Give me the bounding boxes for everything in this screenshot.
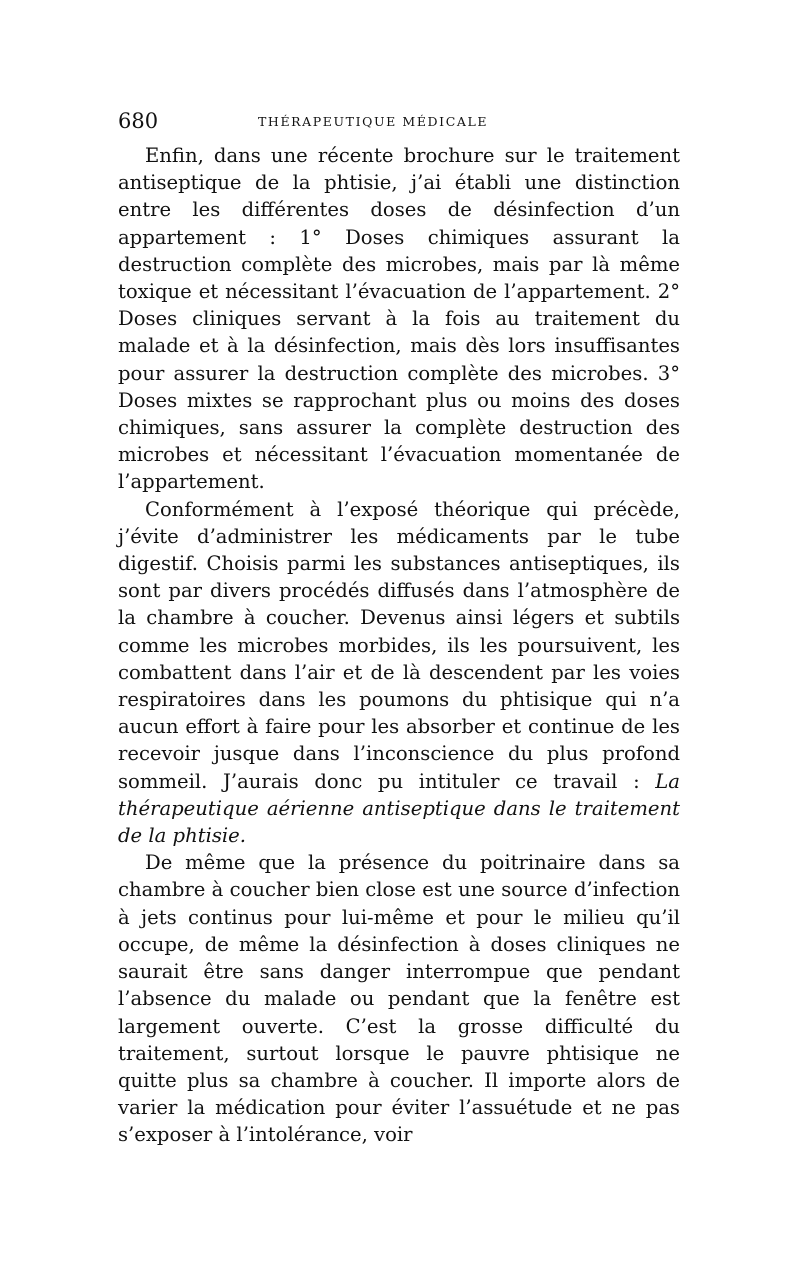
paragraph-2-text: Conformément à l’exposé théorique qui précède, j’évite d’administrer les médicaments par le tube digestif. Choisis parmi les substances antiseptiques, ils sont par divers procédés diffusés dans l’atmosphère de la chambre à coucher. Devenus ainsi légers et subtils comme les microbes morbides, ils les poursuivent, les combattent dans l’air et de là descendent par les voies respiratoires dans les poumons du phtisique qui n’a aucun effort à faire pour les absorber et continue de les recevoir jusque dans l’inconscience du plus profond sommeil. J’aurais donc pu intituler ce travail : [118, 497, 680, 793]
italic-title: La thérapeutique aérienne antiseptique dans le traitement de la phtisie. [118, 769, 680, 848]
page-header [118, 108, 680, 142]
page-number: 680 [118, 109, 159, 133]
paragraph-2 [118, 496, 680, 850]
running-title: THÉRAPEUTIQUE MÉDICALE [258, 114, 489, 129]
body-text [118, 142, 680, 1149]
paragraph-1: Enfin, dans une récente brochure sur le traitement antiseptique de la phtisie, j’ai établi une distinction entre les différentes doses de désinfection d’un appartement : 1° Doses chimiques assurant la destruction complète des microbes, mais par là même toxique et nécessitant l’évacuation de l’appartement. 2° Doses cliniques servant à la fois au traitement du malade et à la désinfection, mais dès lors insuffisantes pour assurer la destruction complète des microbes. 3° Doses mixtes se rapprochant plus ou moins des doses chimiques, sans assurer la complète destruction des microbes et nécessitant l’évacuation momentanée de l’appartement. [118, 144, 680, 494]
book-page [118, 108, 680, 1149]
paragraph-3: De même que la présence du poitrinaire dans sa chambre à coucher bien close est une source d’infection à jets continus pour lui-même et pour le milieu qu’il occupe, de même la désinfection à doses cliniques ne saurait être sans danger interrompue que pendant l’absence du malade ou pendant que la fenêtre est largement ouverte. C’est la grosse difficulté du traitement, surtout lorsque le pauvre phtisique ne quitte plus sa chambre à coucher. Il importe alors de varier la médication pour éviter l’assuétude et ne pas s’exposer à l’intolérance, voir [118, 851, 680, 1147]
